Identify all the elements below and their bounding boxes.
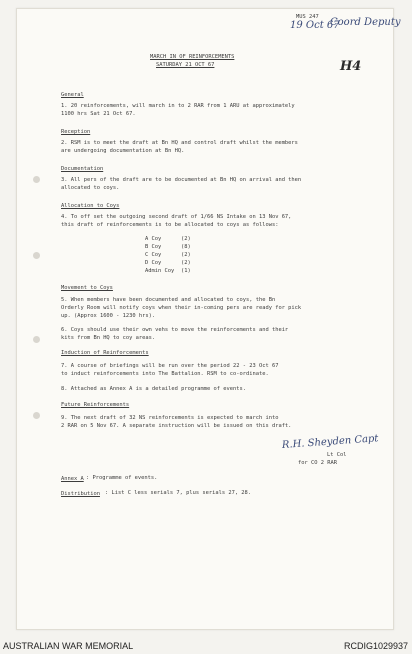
section-heading-general: General xyxy=(61,92,84,98)
allocation-coy-name: B Coy xyxy=(145,244,162,250)
handwritten-signature: R.H. Sheyden Capt xyxy=(281,433,379,451)
section-heading-documentation: Documentation xyxy=(61,166,104,172)
punch-hole xyxy=(33,252,40,259)
paragraph-line: 6. Coys should use their own vehs to move the reinforcements and their xyxy=(61,327,289,333)
section-heading-future: Future Reinforcements xyxy=(61,402,130,408)
paragraph-line: 1100 hrs Sat 21 Oct 67. xyxy=(61,111,136,117)
document-subtitle: SATURDAY 21 OCT 67 xyxy=(156,62,215,68)
paragraph-line: 4. To off set the outgoing second draft of 1/66 NS Intake on 13 Nov 67, xyxy=(61,214,292,220)
punch-hole xyxy=(33,412,40,419)
paragraph-line: 8. Attached as Annex A is a detailed programme of events. xyxy=(61,386,246,392)
signature-line: for CO 2 RAR xyxy=(298,460,337,466)
paragraph-line: 1. 20 reinforcements, will march in to 2 RAR from 1 ARU at approximately xyxy=(61,103,295,109)
paragraph-line: 7. A course of briefings will be run over the period 22 - 23 Oct 67 xyxy=(61,363,279,369)
footer-source: AUSTRALIAN WAR MEMORIAL xyxy=(3,641,134,651)
annex-label: Annex A xyxy=(61,476,84,482)
distribution-text: : List C less serials 7, plus serials 27, 28. xyxy=(105,490,252,496)
document-title: MARCH IN OF REINFORCEMENTS xyxy=(150,54,235,60)
punch-hole xyxy=(33,336,40,343)
punch-hole xyxy=(33,176,40,183)
paragraph-line: 2. RSM is to meet the draft at Bn HQ and control draft whilst the members xyxy=(61,140,298,146)
paragraph-line: 3. All pers of the draft are to be documented at Bn HQ on arrival and then xyxy=(61,177,302,183)
paragraph-line: Orderly Room will notify coys when their in-coming pers are ready for pick xyxy=(61,305,302,311)
paragraph-line: up. (Approx 1600 - 1230 hrs). xyxy=(61,313,156,319)
allocation-coy-name: A Coy xyxy=(145,236,162,242)
paragraph-line: are undergoing documentation at Bn HQ. xyxy=(61,148,185,154)
reference-top-right: MUS 247 xyxy=(296,14,319,20)
paragraph-line: 5. When members have been documented and allocated to coys, the Bn xyxy=(61,297,276,303)
paragraph-line: 9. The next draft of 32 NS reinforcements is expected to march into xyxy=(61,415,279,421)
allocation-coy-name: Admin Coy xyxy=(145,268,175,274)
allocation-coy-name: D Coy xyxy=(145,260,162,266)
allocation-coy-count: (2) xyxy=(181,252,191,258)
paragraph-line: to induct reinforcements into The Battalion. RSM to co-ordinate. xyxy=(61,371,269,377)
paragraph-line: allocated to coys. xyxy=(61,185,120,191)
section-heading-induction: Induction of Reinforcements xyxy=(61,350,149,356)
section-heading-reception: Reception xyxy=(61,129,91,135)
allocation-coy-count: (8) xyxy=(181,244,191,250)
allocation-coy-count: (2) xyxy=(181,260,191,266)
annex-text: : Programme of events. xyxy=(86,475,158,481)
footer-id: RCDIG1029937 xyxy=(343,641,408,651)
allocation-coy-count: (2) xyxy=(181,236,191,242)
allocation-coy-count: (1) xyxy=(181,268,191,274)
distribution-label: Distribution xyxy=(61,491,100,497)
paragraph-line: 2 RAR on 5 Nov 67. A separate instruction will be issued on this draft. xyxy=(61,423,292,429)
page-tag: H4 xyxy=(340,59,362,74)
section-heading-movement: Movement to Coys xyxy=(61,285,113,291)
signature-rank: Lt Col xyxy=(327,452,347,458)
paragraph-line: kits from Bn HQ to coy areas. xyxy=(61,335,156,341)
paragraph-line: this draft of reinforcements is to be allocated to coys as follows: xyxy=(61,222,279,228)
handwritten-date: 19 Oct 67 xyxy=(290,20,340,31)
allocation-coy-name: C Coy xyxy=(145,252,162,258)
handwritten-note: Coord Deputy xyxy=(330,17,401,28)
section-heading-allocation: Allocation to Coys xyxy=(61,203,120,209)
